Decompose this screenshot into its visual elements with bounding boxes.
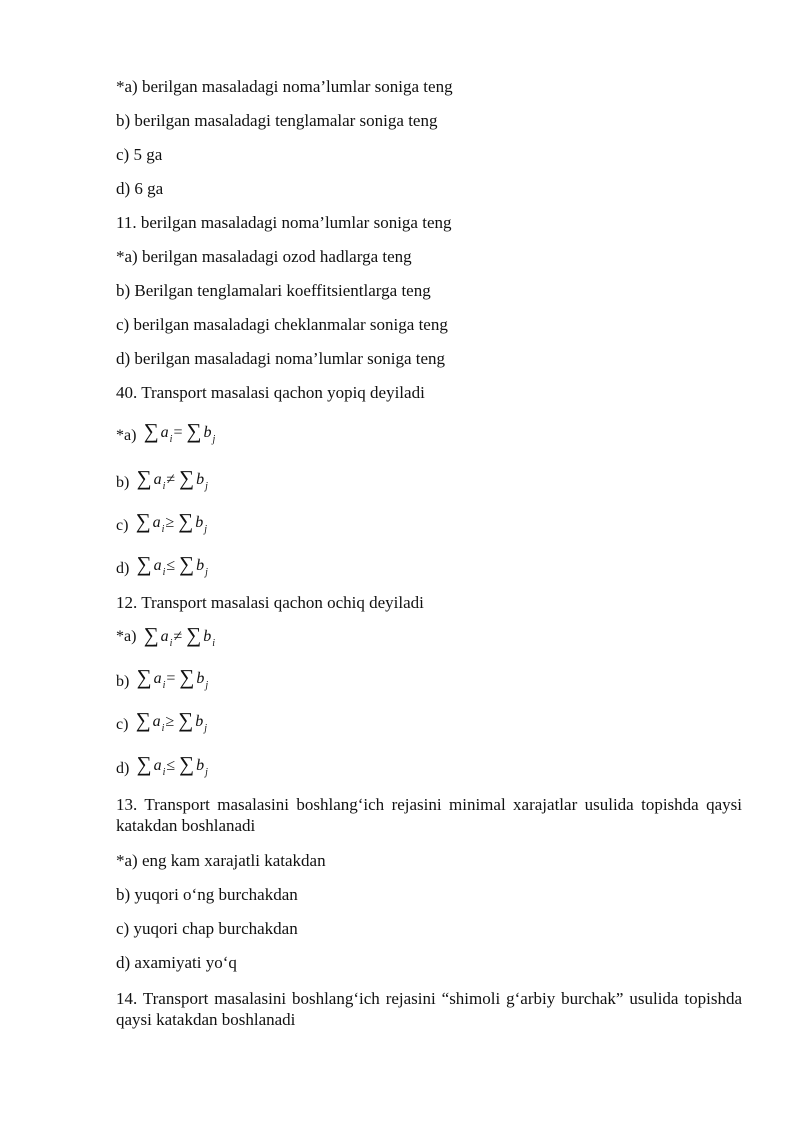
sum-symbol: ∑ [143, 623, 159, 647]
formula-option [116, 467, 742, 498]
formula-option [116, 624, 742, 655]
var-a: a [153, 471, 162, 488]
var-b: b [196, 757, 205, 774]
option-prefix: d) [116, 560, 130, 577]
question-text: 11. berilgan masaladagi noma’lumlar soniga teng [116, 213, 452, 232]
answer-option: *a) berilgan masaladagi noma’lumlar soniga teng [116, 77, 453, 96]
relation-symbol: ≥ [165, 713, 175, 730]
subscript-j: j [204, 524, 207, 535]
option-prefix: c) [116, 517, 129, 534]
relation-symbol: ≤ [166, 557, 176, 574]
sum-symbol: ∑ [178, 509, 194, 533]
relation-symbol: ≤ [166, 757, 176, 774]
sum-symbol: ∑ [136, 552, 152, 576]
var-b: b [203, 628, 212, 645]
var-a: a [152, 514, 161, 531]
answer-option: *a) berilgan masaladagi ozod hadlarga teng [116, 247, 412, 266]
sum-symbol: ∑ [136, 466, 152, 490]
var-b: b [195, 713, 204, 730]
subscript-i: i [161, 723, 165, 734]
formula-option [116, 753, 742, 784]
var-b: b [196, 557, 205, 574]
question-title: 14. Transport masalasini boshlang‘ich rejasini “shimoli g‘arbiy burchak” usulida topishda qaysi katakdan boshlanadi [116, 989, 742, 1029]
subscript-i: i [162, 680, 166, 691]
formula-option [116, 709, 742, 740]
var-b: b [196, 471, 205, 488]
question-title: 13. Transport masalasini boshlang‘ich rejasini minimal xarajatlar usulida topishda qaysi katakdan boshlanadi [116, 795, 742, 835]
subscript-i: i [162, 567, 166, 578]
question-title: 12. Transport masalasi qachon ochiq deyiladi [116, 593, 424, 612]
answer-option: d) axamiyati yo‘q [116, 953, 237, 972]
subscript-j: j [205, 481, 208, 492]
answer-option: c) yuqori chap burchakdan [116, 919, 298, 938]
sum-symbol: ∑ [186, 419, 202, 443]
sum-symbol: ∑ [143, 419, 159, 443]
subscript-j: j [205, 680, 209, 691]
subscript-j: j [205, 767, 208, 778]
formula-option [116, 666, 742, 697]
sum-symbol: ∑ [186, 623, 202, 647]
relation-symbol: ≥ [165, 514, 175, 531]
subscript-i: i [162, 481, 166, 492]
formula-option [116, 510, 742, 541]
relation-symbol: = [166, 670, 176, 687]
option-prefix: *a) [116, 427, 137, 444]
sum-symbol: ∑ [135, 708, 151, 732]
sum-symbol: ∑ [179, 752, 195, 776]
var-b: b [196, 670, 205, 687]
option-prefix: d) [116, 760, 130, 777]
formula-option [116, 420, 742, 451]
relation-symbol: = [173, 424, 183, 441]
var-a: a [160, 424, 169, 441]
subscript-i: i [212, 638, 215, 649]
var-a: a [153, 670, 162, 687]
subscript-j: j [212, 434, 216, 445]
subscript-i: i [162, 767, 166, 778]
relation-symbol: ≠ [166, 471, 176, 488]
sum-symbol: ∑ [136, 752, 152, 776]
answer-option: d) berilgan masaladagi noma’lumlar soniga teng [116, 349, 446, 368]
var-a: a [153, 757, 162, 774]
var-a: a [153, 557, 162, 574]
sum-symbol: ∑ [179, 552, 195, 576]
subscript-j: j [204, 723, 207, 734]
relation-symbol: ≠ [173, 628, 183, 645]
answer-option: b) yuqori o‘ng burchakdan [116, 885, 298, 904]
option-prefix: b) [116, 673, 130, 690]
sum-symbol: ∑ [136, 665, 152, 689]
var-b: b [195, 514, 204, 531]
answer-option: d) 6 ga [116, 179, 164, 198]
answer-option: b) Berilgan tenglamalari koeffitsientlarga teng [116, 281, 431, 300]
subscript-i: i [169, 434, 173, 445]
option-prefix: c) [116, 716, 129, 733]
subscript-i: i [169, 638, 173, 649]
var-a: a [160, 628, 169, 645]
sum-symbol: ∑ [135, 509, 151, 533]
sum-symbol: ∑ [179, 665, 195, 689]
var-b: b [203, 424, 212, 441]
answer-option: c) 5 ga [116, 145, 163, 164]
answer-option: *a) eng kam xarajatli katakdan [116, 851, 326, 870]
option-prefix: *a) [116, 628, 137, 645]
question-title: 40. Transport masalasi qachon yopiq deyiladi [116, 383, 425, 402]
answer-option: b) berilgan masaladagi tenglamalar soniga teng [116, 111, 438, 130]
subscript-j: j [205, 567, 208, 578]
formula-option [116, 553, 742, 584]
var-a: a [152, 713, 161, 730]
option-prefix: b) [116, 474, 130, 491]
answer-option: c) berilgan masaladagi cheklanmalar soniga teng [116, 315, 448, 334]
subscript-i: i [161, 524, 165, 535]
sum-symbol: ∑ [179, 466, 195, 490]
sum-symbol: ∑ [178, 708, 194, 732]
